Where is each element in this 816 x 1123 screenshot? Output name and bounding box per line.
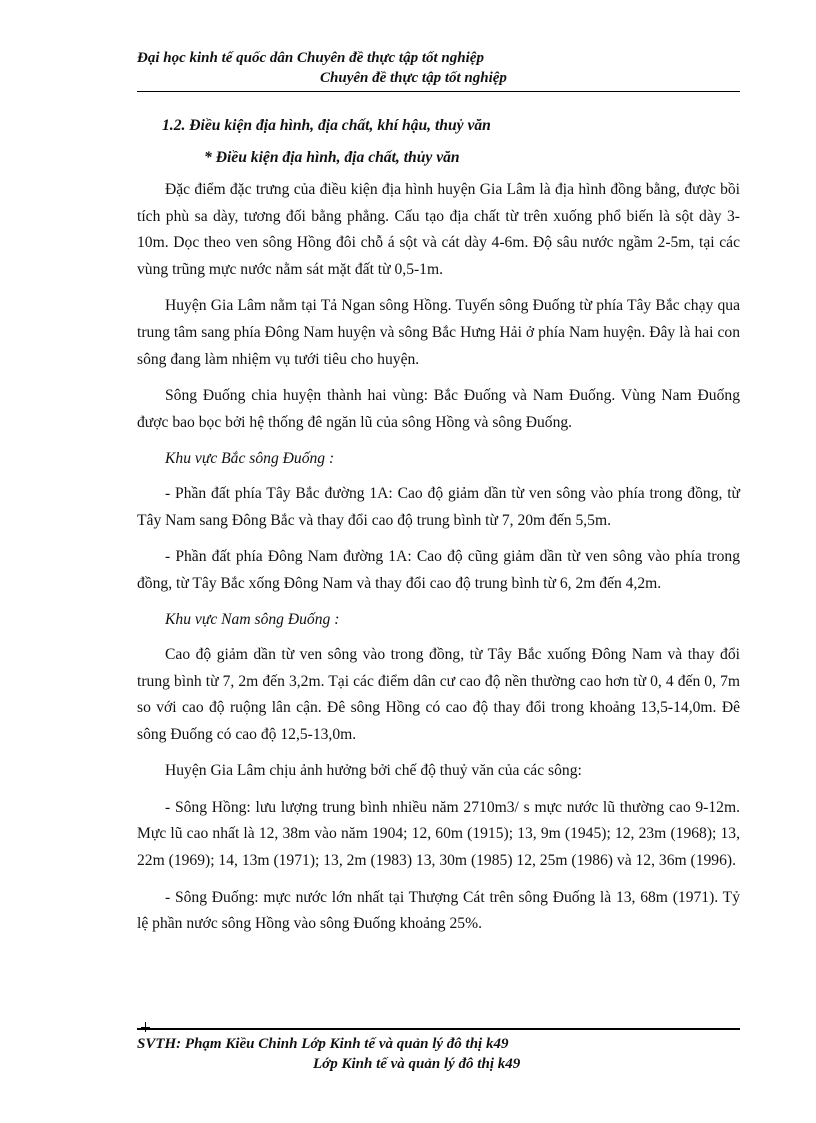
- footer-rule: [137, 1028, 740, 1030]
- paragraph: Sông Đuống chia huyện thành hai vùng: Bắc Đuống và Nam Đuống. Vùng Nam Đuống được bao bọc bởi hệ thống đê ngăn lũ của sông Hồng và sông Đuống.: [137, 387, 740, 431]
- page-header: [137, 48, 740, 88]
- list-item: - Sông Hồng: lưu lượng trung bình nhiều năm 2710m3/ s mực nước lũ thường cao 9-12m. Mực lũ cao nhất là 12, 38m vào năm 1904; 12, 60m (1915); 13, 9m (1945); 12, 23m (1968); 13, 22m (1969); 14, 13m (1971); 13, 2m (1983) 13, 30m (1985) 12, 25m (1986) và 12, 36m (1996).: [137, 798, 740, 870]
- list-item: - Phần đất phía Đông Nam đường 1A: Cao độ cũng giảm dần từ ven sông vào phía trong đồng, từ Tây Bắc xống Đông Nam và thay đổi cao độ trung bình từ 6, 2m đến 4,2m.: [137, 548, 740, 592]
- paragraph: Cao độ giảm dần từ ven sông vào trong đồng, từ Tây Bắc xuống Đông Nam và thay đổi trung bình từ 7, 2m đến 3,2m. Tại các điểm dân cư cao độ nền thường cao hơn từ 0, 4 đến 0, 7m so với cao độ ruộng lân cận. Đê sông Hồng có cao độ thay đổi trong khoảng 13,5-14,0m. Đê sông Đuống có cao độ 12,5-13,0m.: [137, 645, 740, 743]
- list-item: - Sông Đuống: mực nước lớn nhất tại Thượng Cát trên sông Đuống là 13, 68m (1971). Tỷ lệ phần nước sông Hồng vào sông Đuống khoảng 25%.: [137, 888, 740, 933]
- region-north-title: Khu vực Bắc sông Đuống :: [165, 450, 335, 468]
- paragraph: Đặc điểm đặc trưng của điều kiện địa hình huyện Gia Lâm là địa hình đồng bằng, được bồi tích phù sa dày, tương đối bằng phẳng. Cấu tạo địa chất từ trên xuống phổ biến là sột dày 3-10m. Dọc theo ven sông Hồng đôi chỗ á sột và cát dày 4-6m. Độ sâu nước ngầm 2-5m, tại các vùng trũng mực nước nằm sát mặt đất từ 0,5-1m.: [137, 181, 740, 278]
- header-line-1: Đại học kinh tế quốc dân Chuyên đề thực tập tốt nghiệp: [137, 50, 484, 66]
- paragraph: Huyện Gia Lâm chịu ảnh hưởng bởi chế độ thuỷ văn của các sông:: [165, 762, 582, 780]
- list-item: - Phần đất phía Tây Bắc đường 1A: Cao độ giảm dần từ ven sông vào phía trong đồng, từ Tây Nam sang Đông Bắc và thay đổi cao độ trung bình từ 7, 20m đến 5,5m.: [137, 484, 740, 529]
- footer-cross-mark-bar: [141, 1027, 150, 1028]
- header-line-2: Chuyên đề thực tập tốt nghiệp: [320, 70, 507, 86]
- footer-line-2: Lớp Kinh tế và quản lý đô thị k49: [313, 1056, 521, 1072]
- subsection-title: * Điều kiện địa hình, địa chất, thủy văn: [204, 149, 460, 166]
- paragraph: Huyện Gia Lâm nằm tại Tả Ngan sông Hồng. Tuyến sông Đuống từ phía Tây Bắc chạy qua trung tâm sang phía Đông Nam huyện và sông Bắc Hưng Hải ở phía Nam huyện. Đây là hai con sông đang làm nhiệm vụ tưới tiêu cho huyện.: [137, 297, 740, 368]
- region-south-title: Khu vực Nam sông Đuống :: [165, 611, 340, 629]
- section-title: 1.2. Điều kiện địa hình, địa chất, khí hậu, thuỷ văn: [162, 117, 491, 134]
- header-rule: [137, 91, 740, 92]
- page-body: [137, 113, 740, 948]
- footer-line-1: SVTH: Phạm Kiều Chinh Lớp Kinh tế và quản lý đô thị k49: [137, 1036, 509, 1052]
